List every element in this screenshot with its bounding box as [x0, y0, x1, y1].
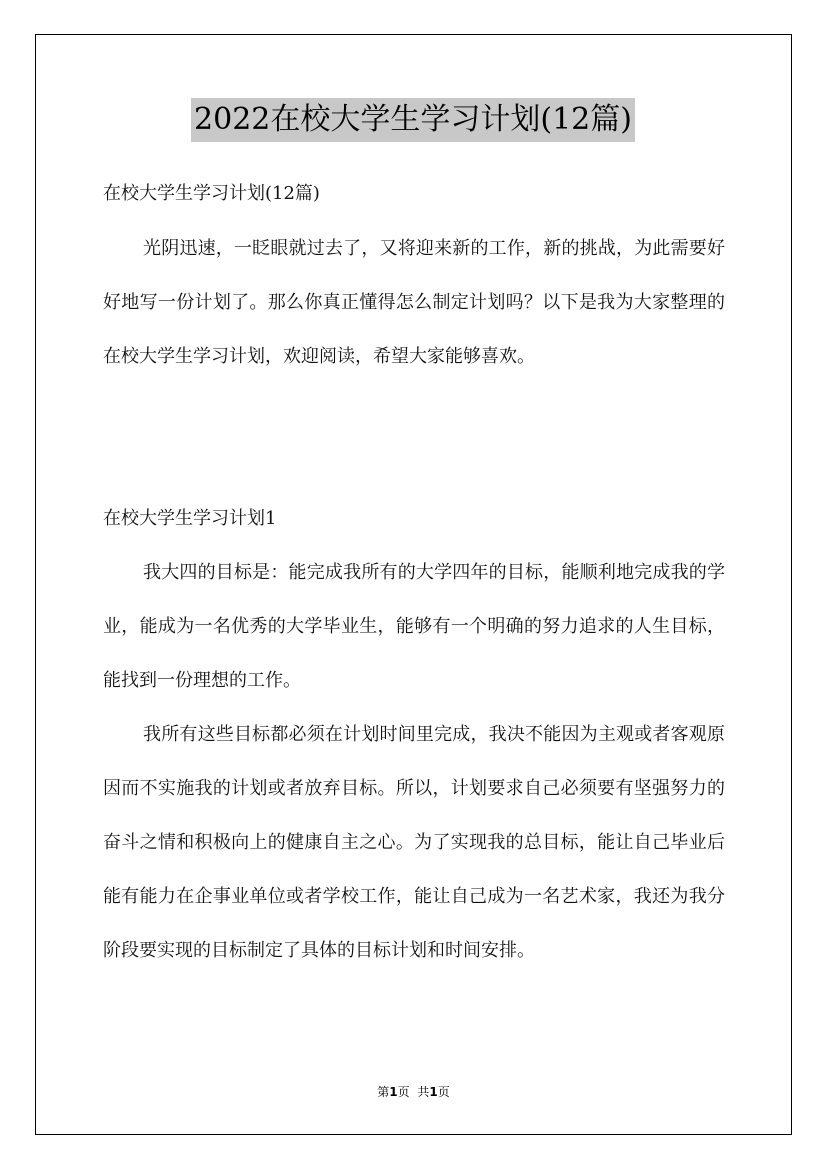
page-number: 1	[389, 1085, 398, 1099]
section-heading-1: 在校大学生学习计划1	[103, 508, 277, 529]
body-paragraph-1: 我大四的目标是：能完成我所有的大学四年的目标，能顺利地完成我的学业，能成为一名优秀的大学毕业生，能够有一个明确的努力追求的人生目标，能找到一份理想的工作。	[103, 562, 725, 691]
document-title: 2022在校大学生学习计划(12篇)	[191, 98, 635, 142]
page-label-suffix: 页	[397, 1085, 410, 1099]
total-label-prefix: 共	[417, 1085, 430, 1099]
total-pages: 1	[429, 1085, 438, 1099]
intro-paragraph: 光阴迅速，一眨眼就过去了，又将迎来新的工作，新的挑战，为此需要好好地写一份计划了。那么你真正懂得怎么制定计划吗？以下是我为大家整理的在校大学生学习计划，欢迎阅读，希望大家能够喜欢。	[103, 238, 725, 367]
body-paragraph-2: 我所有这些目标都必须在计划时间里完成，我决不能因为主观或者客观原因而不实施我的计划或者放弃目标。所以，计划要求自己必须要有坚强努力的奋斗之情和积极向上的健康自主之心。为了实现我的总目标，能让自己毕业后能有能力在企事业单位或者学校工作，能让自己成为一名艺术家，我还为我分阶段要实现的目标制定了具体的目标计划和时间安排。	[103, 724, 725, 961]
total-label-suffix: 页	[437, 1085, 450, 1099]
page-footer	[0, 1083, 827, 1100]
page-label-prefix: 第	[377, 1085, 390, 1099]
document-subtitle: 在校大学生学习计划(12篇)	[103, 183, 320, 204]
